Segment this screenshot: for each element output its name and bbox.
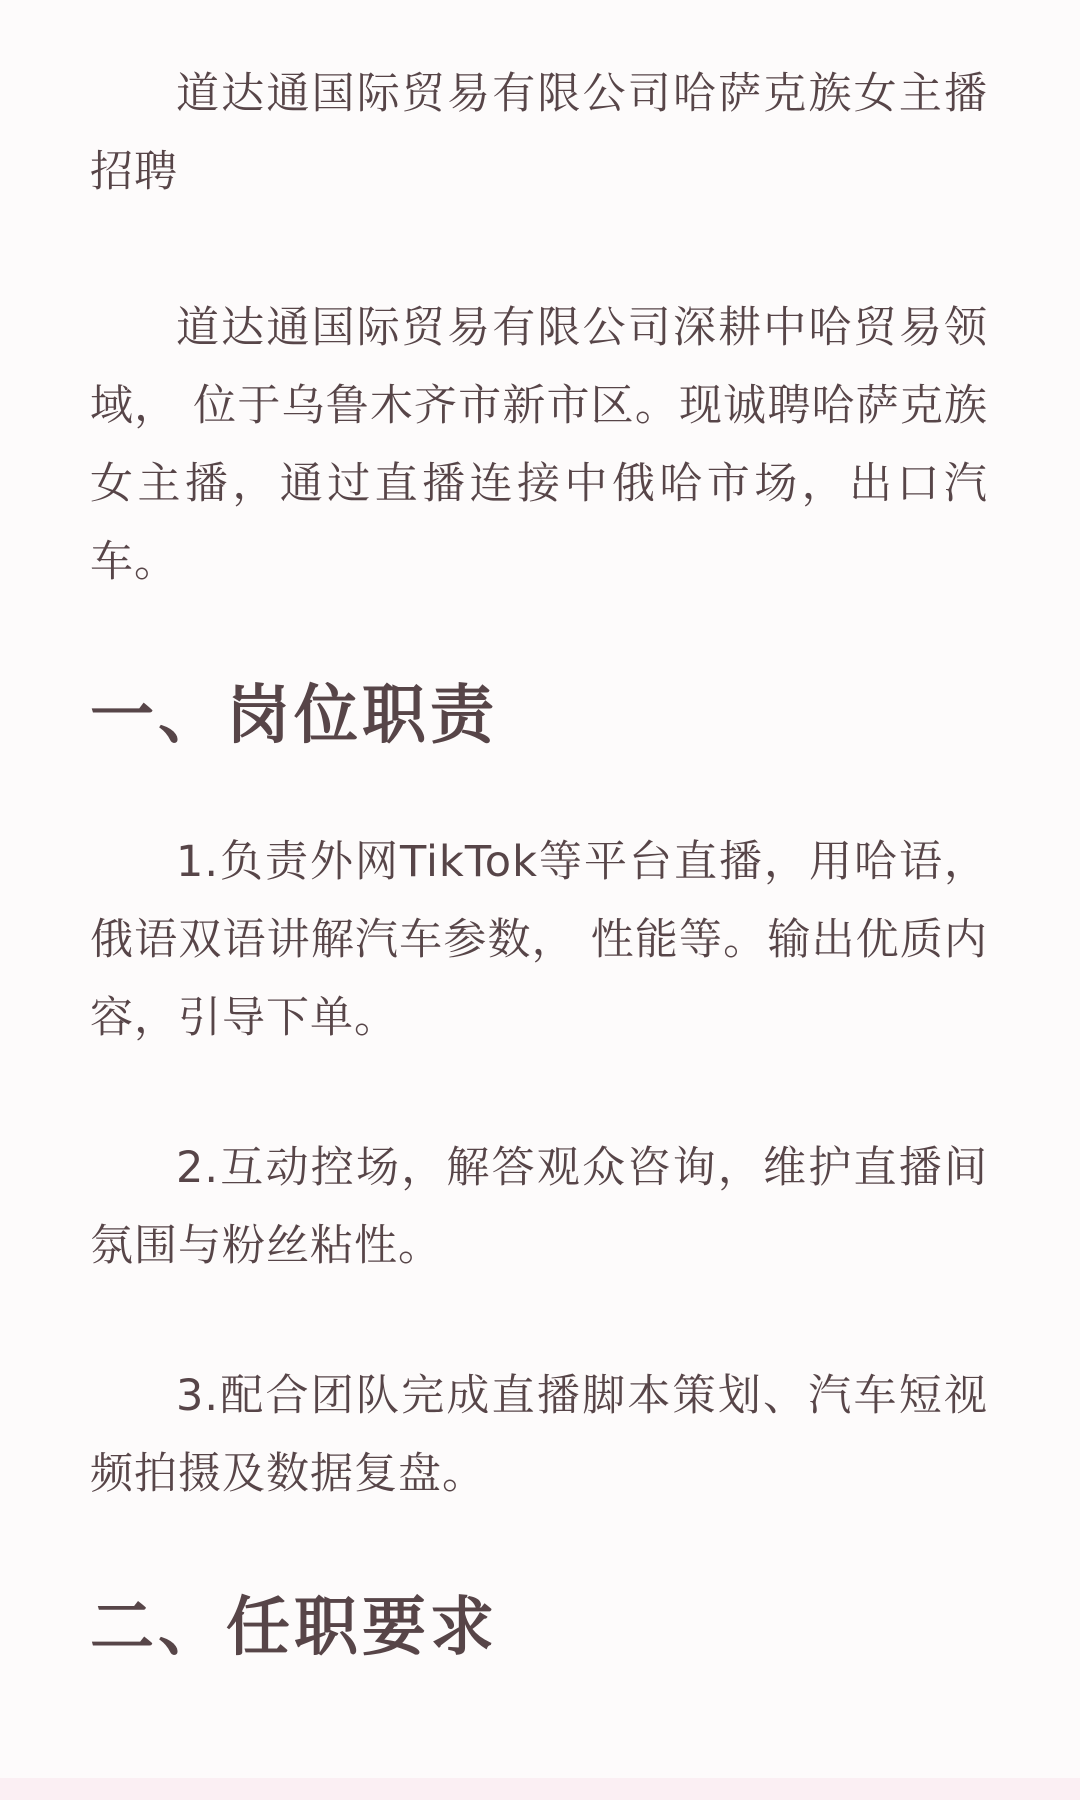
spacer xyxy=(90,1285,988,1357)
spacer xyxy=(90,761,988,823)
company-description-paragraph: 道达通国际贸易有限公司深耕中哈贸易领域， 位于乌鲁木齐市新市区。现诚聘哈萨克族女主播，通过直播连接中俄哈市场，出口汽车。 xyxy=(90,303,988,587)
intro-title-paragraph: 道达通国际贸易有限公司哈萨克族女主播招聘 xyxy=(90,69,988,197)
spacer xyxy=(90,211,988,289)
article-body xyxy=(90,55,988,1673)
bottom-divider-band xyxy=(0,1778,1080,1800)
spacer xyxy=(90,1513,988,1583)
duty-item-1: 1.负责外网TikTok等平台直播，用哈语，俄语双语讲解汽车参数， 性能等。输出优质内容，引导下单。 xyxy=(90,837,988,1043)
spacer xyxy=(90,1057,988,1129)
duty-item-2: 2.互动控场，解答观众咨询，维护直播间氛围与粉丝粘性。 xyxy=(90,1143,988,1271)
duty-item-3: 3.配合团队完成直播脚本策划、汽车短视频拍摄及数据复盘。 xyxy=(90,1371,988,1499)
section-heading-job-duties: 一、岗位职责 xyxy=(90,679,498,753)
spacer xyxy=(90,601,988,671)
section-heading-requirements: 二、任职要求 xyxy=(90,1591,498,1665)
